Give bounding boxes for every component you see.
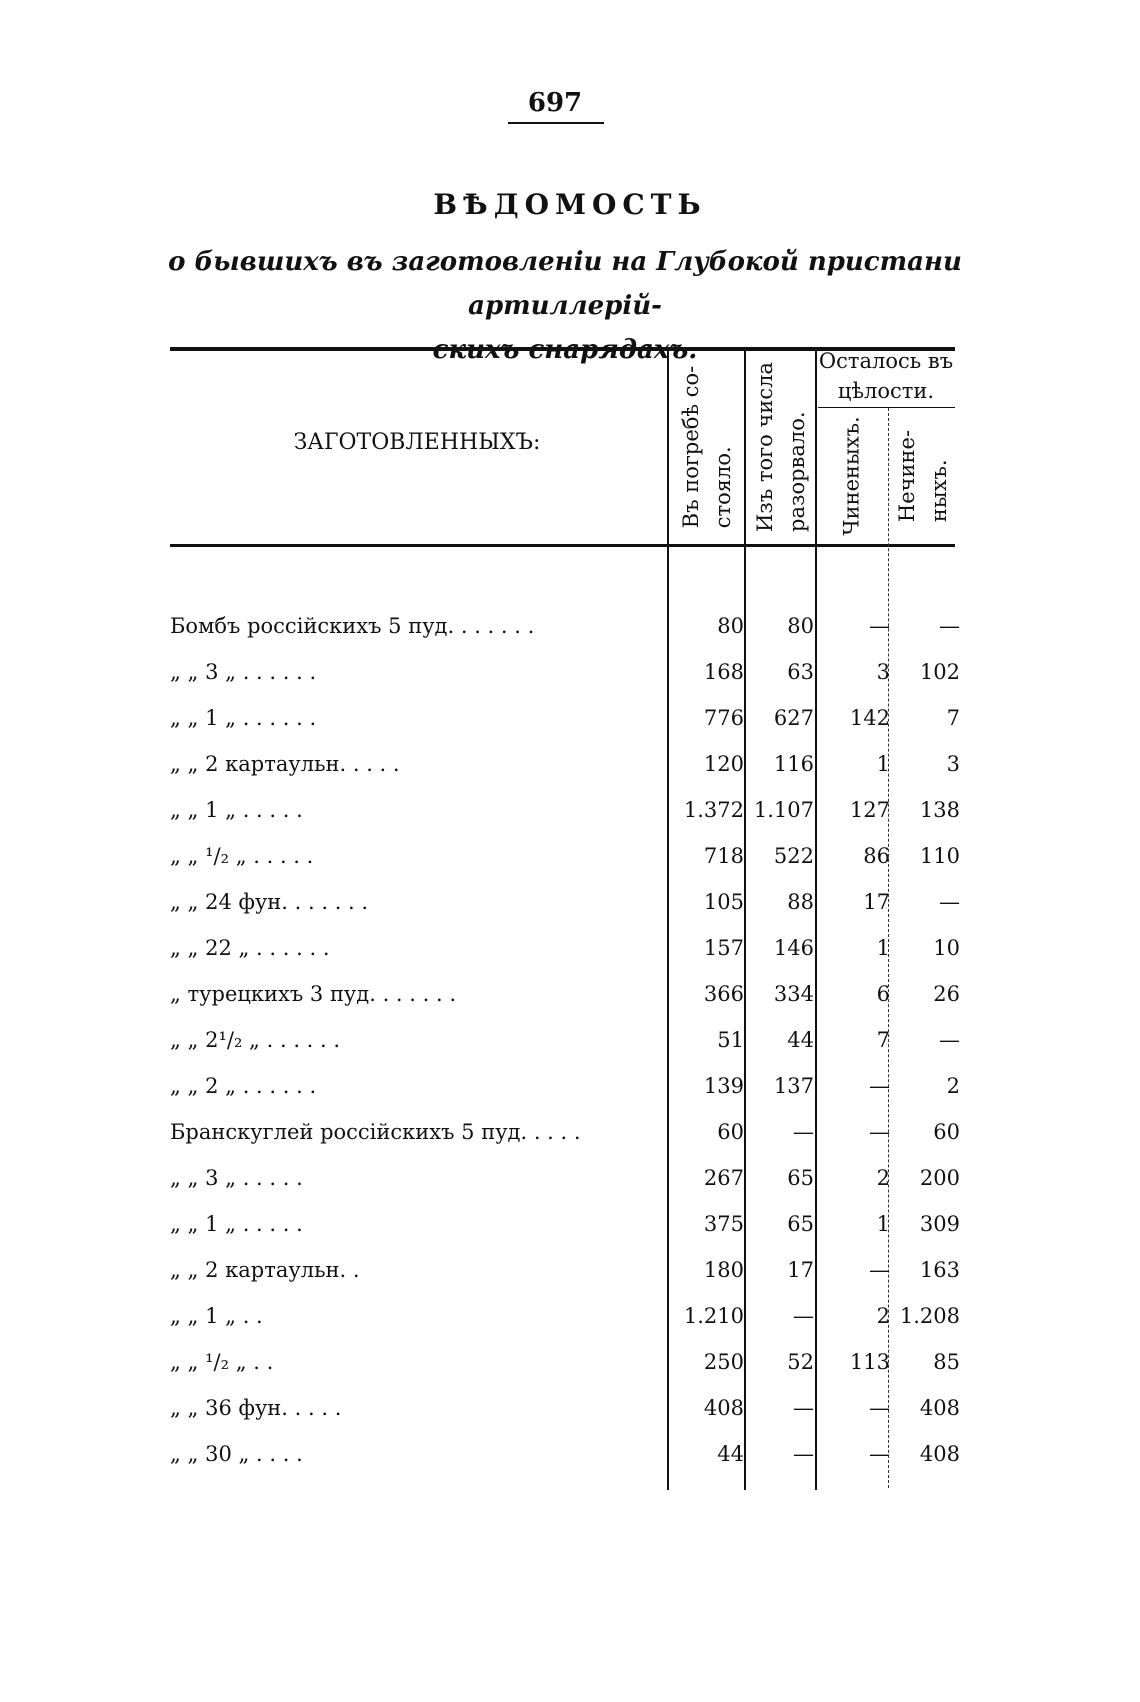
- remain-header-rule: [818, 407, 955, 408]
- cell-exploded: 65: [787, 1212, 814, 1236]
- table-row: [0, 1442, 1140, 1474]
- cell-stored: 60: [717, 1120, 744, 1144]
- cell-stored: 51: [717, 1028, 744, 1052]
- cell-repaired: 6: [876, 982, 890, 1006]
- cell-unrepaired: 138: [919, 798, 960, 822]
- cell-stored: 408: [703, 1396, 744, 1420]
- header-col4: [889, 410, 957, 542]
- cell-unrepaired: —: [939, 1028, 960, 1052]
- table-row: [0, 1304, 1140, 1336]
- row-label: „ „ 2 картаульн. .: [170, 1258, 360, 1282]
- header-remain-line-2: цѣлости.: [837, 379, 935, 403]
- cell-repaired: 7: [876, 1028, 890, 1052]
- header-main: ЗАГОТОВЛЕННЫХЪ:: [293, 430, 541, 455]
- header-col3: Чиненыхъ.: [840, 416, 864, 536]
- table-row: [0, 1028, 1140, 1060]
- table-row: [0, 1074, 1140, 1106]
- cell-exploded: 627: [773, 706, 814, 730]
- cell-repaired: —: [869, 614, 890, 638]
- cell-exploded: 63: [787, 660, 814, 684]
- cell-exploded: —: [793, 1396, 814, 1420]
- header-col1-line-2: стояло.: [711, 446, 735, 529]
- table-row: [0, 706, 1140, 738]
- cell-stored: 1.372: [683, 798, 744, 822]
- row-label: „ „ 3 „ . . . . .: [170, 1166, 303, 1190]
- cell-unrepaired: 408: [919, 1396, 960, 1420]
- table-row: [0, 614, 1140, 646]
- cell-exploded: 52: [787, 1350, 814, 1374]
- cell-stored: 157: [703, 936, 744, 960]
- cell-repaired: —: [869, 1258, 890, 1282]
- row-label: „ турецкихъ 3 пуд. . . . . . .: [170, 982, 457, 1006]
- cell-repaired: 17: [863, 890, 890, 914]
- cell-stored: 120: [703, 752, 744, 776]
- cell-unrepaired: 26: [933, 982, 960, 1006]
- header-col1: [669, 352, 745, 542]
- cell-stored: 80: [717, 614, 744, 638]
- header-col1-line-1: Въ погребѣ со-: [679, 365, 703, 529]
- table-row: [0, 844, 1140, 876]
- cell-unrepaired: 85: [933, 1350, 960, 1374]
- cell-repaired: —: [869, 1396, 890, 1420]
- cell-exploded: 522: [773, 844, 814, 868]
- header-col4-line-1: Нечине-: [895, 429, 919, 523]
- cell-stored: 366: [703, 982, 744, 1006]
- cell-repaired: 142: [849, 706, 890, 730]
- table-row: [0, 1258, 1140, 1290]
- row-label: „ „ 2¹/₂ „ . . . . . .: [170, 1028, 341, 1052]
- cell-unrepaired: 110: [919, 844, 960, 868]
- row-label: „ „ 1 „ . . . . .: [170, 798, 303, 822]
- cell-exploded: 88: [787, 890, 814, 914]
- page-number: 697: [527, 88, 583, 118]
- cell-unrepaired: 102: [919, 660, 960, 684]
- cell-exploded: 116: [773, 752, 814, 776]
- row-label: Бомбъ россійскихъ 5 пуд. . . . . . .: [170, 614, 535, 638]
- row-label: „ „ 2 картаульн. . . . .: [170, 752, 400, 776]
- row-label: „ „ 24 фун. . . . . . .: [170, 890, 369, 914]
- row-label: „ „ 1 „ . .: [170, 1304, 263, 1328]
- header-col2-line-2: разорвало.: [785, 411, 810, 532]
- cell-repaired: 1: [876, 1212, 890, 1236]
- cell-repaired: 86: [863, 844, 890, 868]
- cell-unrepaired: 200: [919, 1166, 960, 1190]
- cell-unrepaired: 3: [946, 752, 960, 776]
- row-label: „ „ 30 „ . . . .: [170, 1442, 303, 1466]
- cell-stored: 776: [703, 706, 744, 730]
- row-label: Бранскуглей россійскихъ 5 пуд. . . . .: [170, 1120, 581, 1144]
- cell-stored: 139: [703, 1074, 744, 1098]
- table-row: [0, 1350, 1140, 1382]
- cell-repaired: —: [869, 1120, 890, 1144]
- cell-exploded: 65: [787, 1166, 814, 1190]
- cell-unrepaired: 60: [933, 1120, 960, 1144]
- cell-repaired: 1: [876, 752, 890, 776]
- row-label: „ „ 36 фун. . . . .: [170, 1396, 342, 1420]
- cell-exploded: 1.107: [753, 798, 814, 822]
- header-col4-line-2: ныхъ.: [927, 459, 951, 523]
- cell-stored: 105: [703, 890, 744, 914]
- cell-unrepaired: 408: [919, 1442, 960, 1466]
- table-row: [0, 1120, 1140, 1152]
- row-label: „ „ 1 „ . . . . . .: [170, 706, 317, 730]
- cell-repaired: 1: [876, 936, 890, 960]
- header-col2-line-1: Изъ того числа: [753, 362, 778, 532]
- cell-unrepaired: 7: [946, 706, 960, 730]
- cell-unrepaired: —: [939, 890, 960, 914]
- table-row: [0, 1212, 1140, 1244]
- cell-stored: 267: [703, 1166, 744, 1190]
- page-number-rule: [508, 122, 604, 124]
- table-header-bottom-rule: [170, 544, 955, 547]
- table-row: [0, 798, 1140, 830]
- row-label: „ „ 2 „ . . . . . .: [170, 1074, 317, 1098]
- cell-repaired: —: [869, 1442, 890, 1466]
- cell-exploded: 44: [787, 1028, 814, 1052]
- header-col2: [746, 352, 816, 542]
- cell-unrepaired: —: [939, 614, 960, 638]
- cell-exploded: —: [793, 1442, 814, 1466]
- cell-unrepaired: 309: [919, 1212, 960, 1236]
- table-row: [0, 982, 1140, 1014]
- cell-stored: 250: [703, 1350, 744, 1374]
- table-row: [0, 1396, 1140, 1428]
- cell-exploded: 80: [787, 614, 814, 638]
- cell-unrepaired: 1.208: [899, 1304, 960, 1328]
- cell-repaired: 2: [876, 1304, 890, 1328]
- cell-repaired: —: [869, 1074, 890, 1098]
- cell-exploded: 146: [773, 936, 814, 960]
- cell-exploded: 17: [787, 1258, 814, 1282]
- cell-stored: 718: [703, 844, 744, 868]
- table-row: [0, 1166, 1140, 1198]
- row-label: „ „ 22 „ . . . . . .: [170, 936, 330, 960]
- header-remain-line-1: Осталось въ: [818, 349, 954, 373]
- row-label: „ „ ¹/₂ „ . . . . .: [170, 844, 314, 868]
- subtitle-line-1: о бывшихъ въ заготовленіи на Глубокой пристани артиллерій-: [168, 247, 962, 321]
- cell-unrepaired: 2: [946, 1074, 960, 1098]
- cell-unrepaired: 10: [933, 936, 960, 960]
- cell-stored: 168: [703, 660, 744, 684]
- row-label: „ „ 1 „ . . . . .: [170, 1212, 303, 1236]
- table-row: [0, 890, 1140, 922]
- row-label: „ „ ¹/₂ „ . .: [170, 1350, 274, 1374]
- cell-exploded: 137: [773, 1074, 814, 1098]
- row-label: „ „ 3 „ . . . . . .: [170, 660, 317, 684]
- cell-stored: 180: [703, 1258, 744, 1282]
- cell-repaired: 127: [849, 798, 890, 822]
- cell-unrepaired: 163: [919, 1258, 960, 1282]
- table-row: [0, 660, 1140, 692]
- cell-stored: 375: [703, 1212, 744, 1236]
- header-remain: [816, 346, 956, 406]
- cell-repaired: 113: [849, 1350, 890, 1374]
- cell-exploded: —: [793, 1304, 814, 1328]
- cell-repaired: 2: [876, 1166, 890, 1190]
- cell-stored: 44: [717, 1442, 744, 1466]
- cell-exploded: —: [793, 1120, 814, 1144]
- cell-stored: 1.210: [683, 1304, 744, 1328]
- cell-repaired: 3: [876, 660, 890, 684]
- table-row: [0, 752, 1140, 784]
- cell-exploded: 334: [773, 982, 814, 1006]
- document-title: ВѢДОМОСТЬ: [433, 188, 707, 221]
- table-row: [0, 936, 1140, 968]
